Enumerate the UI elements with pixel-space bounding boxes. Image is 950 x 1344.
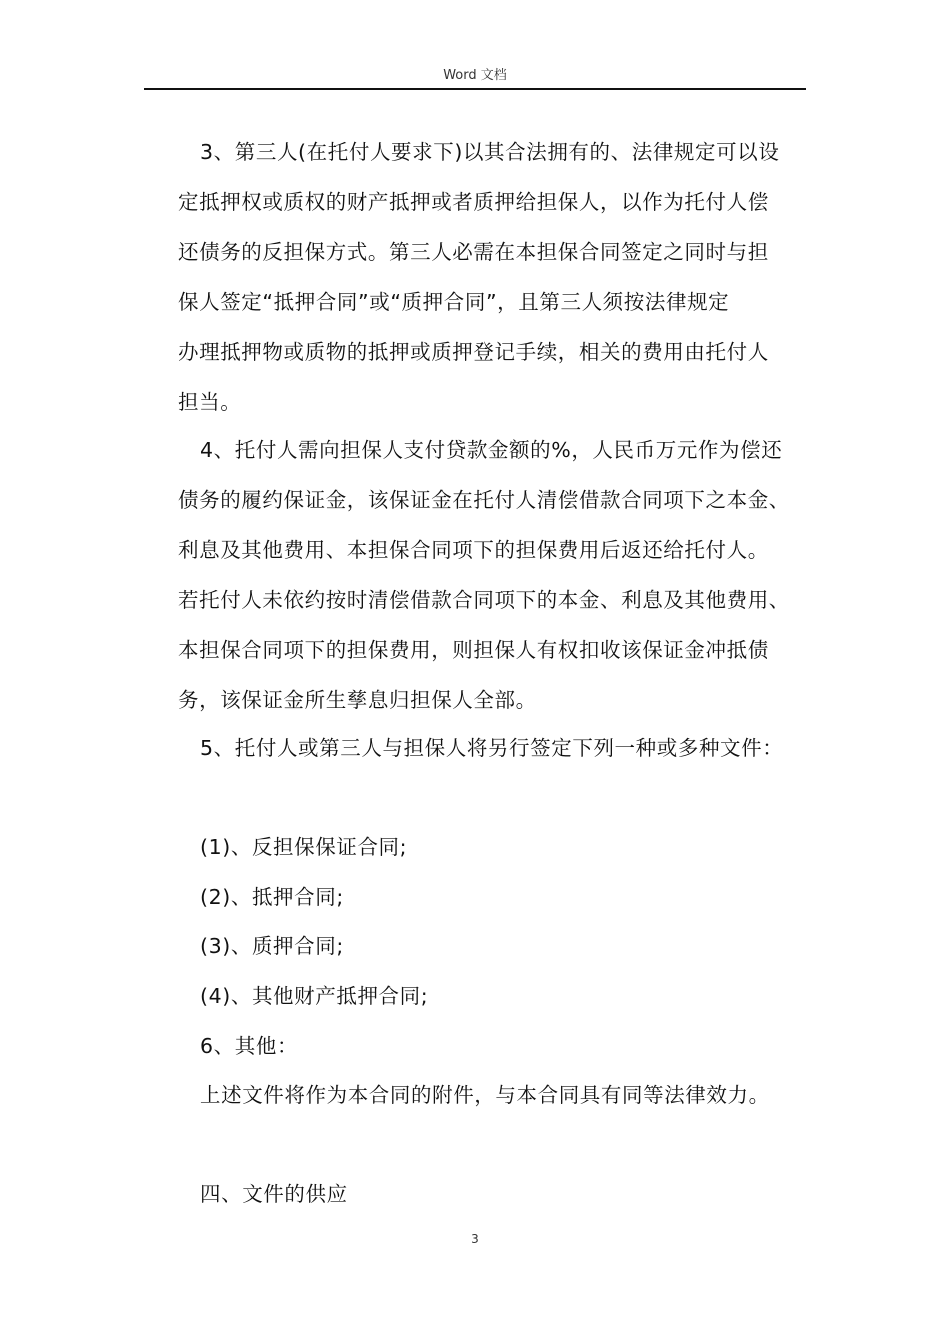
list-item-4: (4)、其他财产抵押合同; — [200, 984, 429, 1008]
paragraph-4-line-6: 务，该保证金所生孳息归担保人全部。 — [178, 688, 537, 712]
paragraph-3-line-3: 还债务的反担保方式。第三人必需在本担保合同签定之同时与担 — [178, 240, 769, 264]
paragraph-4-line-1: 4、托付人需向担保人支付贷款金额的%，人民币万元作为偿还 — [200, 438, 783, 462]
paragraph-4-line-5: 本担保合同项下的担保费用，则担保人有权扣收该保证金冲抵债 — [178, 638, 769, 662]
paragraph-3-line-2: 定抵押权或质权的财产抵押或者质押给担保人，以作为托付人偿 — [178, 190, 769, 214]
paragraph-3-line-5: 办理抵押物或质物的抵押或质押登记手续，相关的费用由托付人 — [178, 340, 769, 364]
list-item-3: (3)、质押合同; — [200, 934, 344, 958]
paragraph-5: 5、托付人或第三人与担保人将另行签定下列一种或多种文件： — [200, 736, 784, 760]
paragraph-3-line-6: 担当。 — [178, 390, 242, 414]
list-item-1: (1)、反担保保证合同; — [200, 835, 408, 859]
document-body — [178, 0, 818, 1344]
paragraph-4-line-4: 若托付人未依约按时清偿借款合同项下的本金、利息及其他费用、 — [178, 588, 790, 612]
document-header: Word 文档 — [443, 68, 507, 83]
paragraph-6: 6、其他： — [200, 1034, 299, 1058]
paragraph-6-text: 上述文件将作为本合同的附件，与本合同具有同等法律效力。 — [200, 1083, 770, 1107]
page-number: 3 — [471, 1232, 479, 1246]
paragraph-3-line-4: 保人签定“抵押合同”或“质押合同”，且第三人须按法律规定 — [178, 290, 730, 314]
section-heading: 四、文件的供应 — [200, 1182, 348, 1206]
paragraph-4-line-2: 债务的履约保证金，该保证金在托付人清偿借款合同项下之本金、 — [178, 488, 790, 512]
list-item-2: (2)、抵押合同; — [200, 885, 344, 909]
paragraph-3-line-1: 3、第三人(在托付人要求下)以其合法拥有的、法律规定可以设 — [200, 140, 780, 164]
paragraph-4-line-3: 利息及其他费用、本担保合同项下的担保费用后返还给托付人。 — [178, 538, 769, 562]
